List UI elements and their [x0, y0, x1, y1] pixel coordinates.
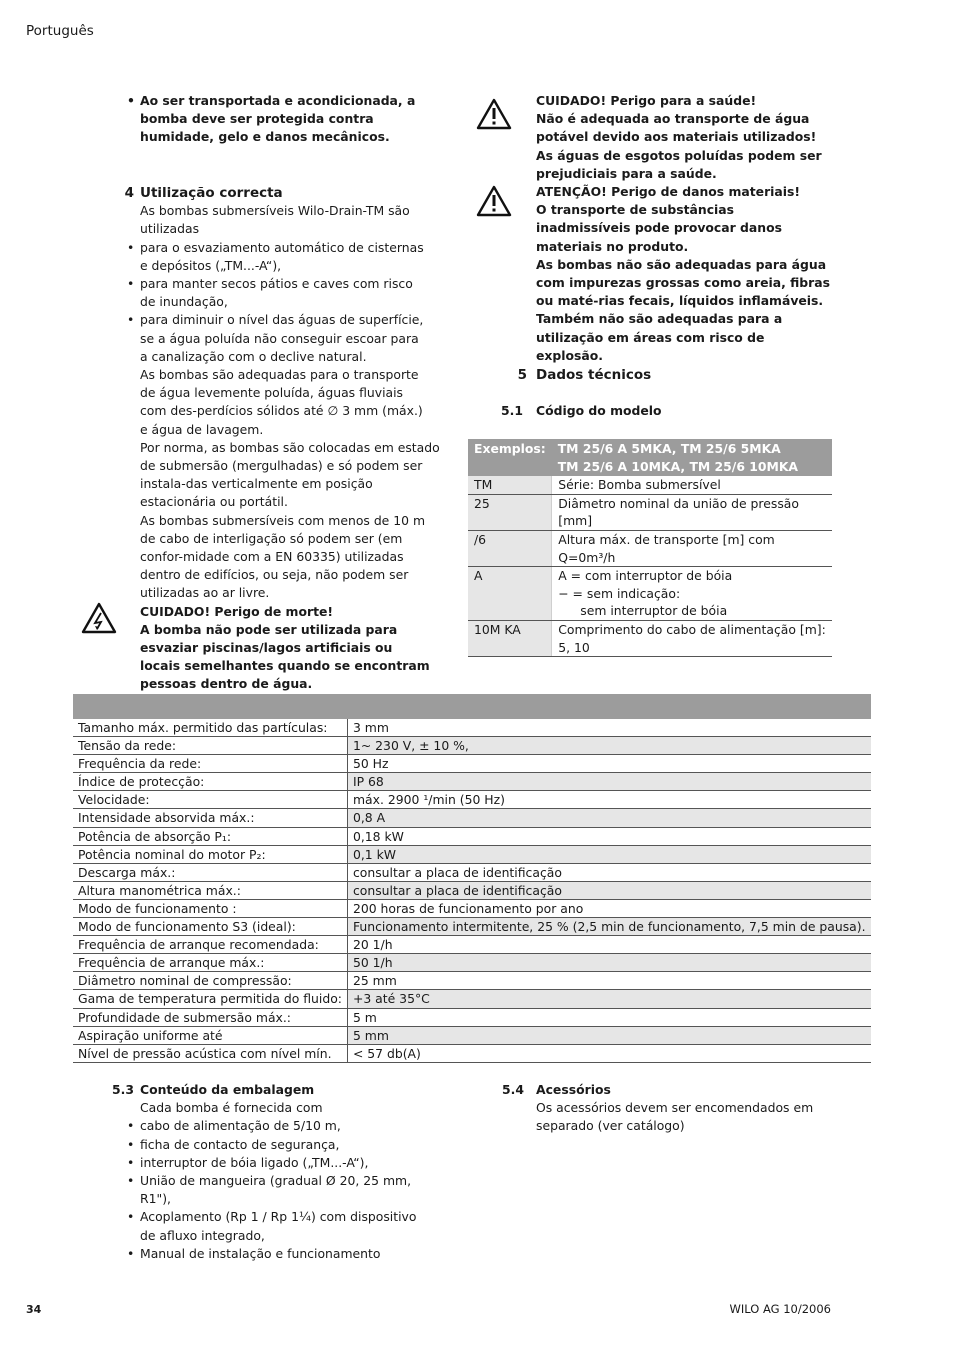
table-cell: 5 mm	[347, 1026, 870, 1044]
table-header-cell	[552, 439, 832, 476]
table-cell	[552, 620, 832, 656]
page-number: 34	[26, 1303, 42, 1316]
list-item: • para diminuir o nível das águas de superfície, se a água poluída não conseguir escoar para a canalização com o declive natural.	[140, 311, 425, 366]
table-row	[73, 809, 871, 827]
table-cell: Velocidade:	[73, 791, 347, 809]
list-item: • para manter secos pátios e caves com risco de inundação,	[140, 275, 425, 311]
table-row	[73, 881, 871, 899]
table-cell: Frequência da rede:	[73, 755, 347, 773]
table-cell: Tamanho máx. permitido das partículas:	[73, 719, 347, 737]
section53-title: Conteúdo da embalagem	[140, 1082, 315, 1097]
section5-title: Dados técnicos	[536, 367, 652, 383]
damage-warning-title: ATENÇÃO! Perigo de danos materiais!	[536, 184, 801, 200]
table-cell: Modo de funcionamento :	[73, 899, 347, 917]
cell-line: − = sem indicação:	[558, 585, 681, 601]
table-cell: Gama de temperatura permitida do fluido:	[73, 990, 347, 1008]
section54-title: Acessórios	[536, 1082, 611, 1097]
table-cell: Índice de protecção:	[73, 773, 347, 791]
table-row	[468, 530, 832, 566]
table-row	[73, 936, 871, 954]
section4-number: 4	[124, 185, 134, 201]
damage-warning-text2: As bombas não são adequadas para água com impurezas grossas como areia, fibras ou maté-rias fecais, líquidos inflamáveis. Também não são adequadas para a utilização em áreas com risco de explosão.	[536, 256, 830, 363]
table-row	[73, 863, 871, 881]
list-item: • para o esvaziamento automático de cisternas e depósitos („TM...-A“),	[140, 239, 425, 275]
table-row	[73, 1044, 871, 1062]
technical-data-table	[73, 694, 871, 1063]
table-cell: consultar a placa de identificação	[347, 863, 870, 881]
table-cell: Funcionamento intermitente, 25 % (2,5 min de funcionamento, 7,5 min de pausa).	[347, 918, 870, 936]
health-warning-title: CUIDADO! Perigo para a saúde!	[536, 93, 757, 108]
table-cell: 0,18 kW	[347, 827, 870, 845]
table-cell: máx. 2900 ¹/min (50 Hz)	[347, 791, 870, 809]
table-cell: Frequência de arranque recomendada:	[73, 936, 347, 954]
table-row	[73, 737, 871, 755]
table-cell	[552, 567, 832, 621]
table-cell: Série: Bomba submersível	[552, 476, 832, 494]
table-cell: Frequência de arranque máx.:	[73, 954, 347, 972]
section51-title: Código do modelo	[536, 403, 662, 418]
table-cell: Diâmetro nominal da união de pressão [mm]	[552, 494, 832, 530]
table-row	[73, 755, 871, 773]
list-item: • ficha de contacto de segurança,	[140, 1136, 430, 1154]
section53-intro: Cada bomba é fornecida com	[140, 1100, 323, 1116]
table-row	[73, 845, 871, 863]
table-row	[73, 827, 871, 845]
table-cell: 1~ 230 V, ± 10 %,	[347, 737, 870, 755]
list-item: • Acoplamento (Rp 1 / Rp 1¼) com dispositivo de afluxo integrado,	[140, 1208, 430, 1244]
warning-icon	[476, 98, 512, 130]
table-row	[73, 1008, 871, 1026]
electrical-hazard-icon	[81, 602, 117, 634]
table-row	[73, 954, 871, 972]
table-cell: 0,8 A	[347, 809, 870, 827]
table-cell: Profundidade de submersão máx.:	[73, 1008, 347, 1026]
table-cell: Descarga máx.:	[73, 863, 347, 881]
death-warning-title: CUIDADO! Perigo de morte!	[140, 603, 334, 619]
health-warning-text: Não é adequada ao transporte de água potável devido aos materiais utilizados! As águas de esgotos poluídas podem ser prejudiciais para a saúde.	[536, 111, 822, 181]
list-item: • interruptor de bóia ligado („TM...-A“),	[140, 1154, 430, 1172]
section53	[140, 1081, 440, 1263]
table-cell: IP 68	[347, 773, 870, 791]
table-row	[73, 972, 871, 990]
table-cell: Altura manométrica máx.:	[73, 881, 347, 899]
cell-line: A = com interruptor de bóia	[558, 568, 733, 584]
table-cell: 50 Hz	[347, 755, 870, 773]
table-header-cell: Exemplos:	[468, 439, 552, 476]
list-item: • União de mangueira (gradual Ø 20, 25 mm, R1"),	[140, 1172, 430, 1208]
table-cell: /6	[468, 530, 552, 566]
transport-note	[140, 92, 440, 147]
death-warning-text: A bomba não pode ser utilizada para esvaziar piscinas/lagos artificiais ou locais semelhantes quando se encontram pessoas dentro de água.	[140, 621, 430, 692]
table-cell: Nível de pressão acústica com nível mín.	[73, 1044, 347, 1062]
damage-warning-text: O transporte de substâncias inadmissíveis pode provocar danos materiais no produto.	[536, 202, 782, 254]
section4-para1: As bombas são adequadas para o transporte de água levemente poluída, águas fluviais com des-perdícios sólidos até ∅ 3 mm (máx.) e água de lavagem.	[140, 367, 423, 437]
table-row	[73, 719, 871, 737]
package-contents-list	[140, 1117, 430, 1263]
right-warnings	[536, 92, 832, 365]
footer-company: WILO AG 10/2006	[729, 1302, 831, 1316]
table-row	[73, 1026, 871, 1044]
table-cell: < 57 db(A)	[347, 1044, 870, 1062]
section4	[140, 184, 440, 694]
section54-number: 5.4	[502, 1082, 524, 1097]
section54	[536, 1081, 816, 1136]
table-row	[73, 899, 871, 917]
table-cell: Intensidade absorvida máx.:	[73, 809, 347, 827]
section4-title: Utilização correcta	[140, 185, 283, 201]
table-row	[73, 773, 871, 791]
table-row	[468, 620, 832, 656]
list-item: • Manual de instalação e funcionamento	[140, 1245, 430, 1263]
table-cell: 5 m	[347, 1008, 870, 1026]
example-line: TM 25/6 A 5MKA, TM 25/6 5MKA	[557, 441, 781, 456]
transport-bullet: • Ao ser transportada e acondicionada, a bomba deve ser protegida contra humidade, gelo e danos mecânicos.	[140, 92, 435, 147]
section54-text: Os acessórios devem ser encomendados em separado (ver catálogo)	[536, 1100, 814, 1134]
table-cell: Tensão da rede:	[73, 737, 347, 755]
table-cell: Modo de funcionamento S3 (ideal):	[73, 918, 347, 936]
usage-list	[140, 239, 425, 366]
warning-icon	[476, 185, 512, 217]
cell-line: sem interruptor de bóia	[580, 603, 728, 619]
table-header-row	[468, 439, 832, 476]
table-cell: 200 horas de funcionamento por ano	[347, 899, 870, 917]
section4-para2: Por norma, as bombas são colocadas em estado de submersão (mergulhadas) e só podem ser instala-das verticalmente em posição estacionária ou portátil.	[140, 439, 440, 510]
table-cell: A	[468, 567, 552, 621]
table-cell: 20 1/h	[347, 936, 870, 954]
table-row	[468, 476, 832, 494]
section4-intro: As bombas submersíveis Wilo-Drain-TM são utilizadas	[140, 203, 410, 237]
language-label: Português	[26, 23, 94, 39]
table-cell: Potência de absorção P₁:	[73, 827, 347, 845]
table-cell: Aspiração uniforme até	[73, 1026, 347, 1044]
table-row	[468, 494, 832, 530]
table-cell: 25	[468, 494, 552, 530]
example-line: TM 25/6 A 10MKA, TM 25/6 10MKA	[557, 458, 799, 474]
cell-line: 5, 10	[558, 639, 590, 655]
section5-number: 5	[517, 367, 527, 383]
table-cell: TM	[468, 476, 552, 494]
section4-para3: As bombas submersíveis com menos de 10 m de cabo de interligação só podem ser (em confor-midade com a EN 60335) utilizadas dentro de edifícios, ou seja, não podem ser utilizadas ao ar livre.	[140, 512, 426, 601]
table-cell: 50 1/h	[347, 954, 870, 972]
table-row	[468, 567, 832, 621]
table-cell: Potência nominal do motor P₂:	[73, 845, 347, 863]
cell-line: Comprimento do cabo de alimentação [m]:	[558, 621, 826, 637]
table-cell: Altura máx. de transporte [m] com Q=0m³/h	[552, 530, 832, 566]
table-cell: 3 mm	[347, 719, 870, 737]
section53-number: 5.3	[112, 1082, 134, 1097]
table-cell: Diâmetro nominal de compressão:	[73, 972, 347, 990]
table-cell: 10M KA	[468, 620, 552, 656]
table-cell: 25 mm	[347, 972, 870, 990]
table-row	[73, 791, 871, 809]
table-cell: 0,1 kW	[347, 845, 870, 863]
table-cell: +3 até 35°C	[347, 990, 870, 1008]
section51-number: 5.1	[501, 403, 523, 418]
table-header-bar	[73, 694, 871, 719]
table-row	[73, 918, 871, 936]
table-cell: consultar a placa de identificação	[347, 881, 870, 899]
list-item: • cabo de alimentação de 5/10 m,	[140, 1117, 430, 1135]
table-row	[73, 990, 871, 1008]
model-code-table	[468, 439, 832, 657]
